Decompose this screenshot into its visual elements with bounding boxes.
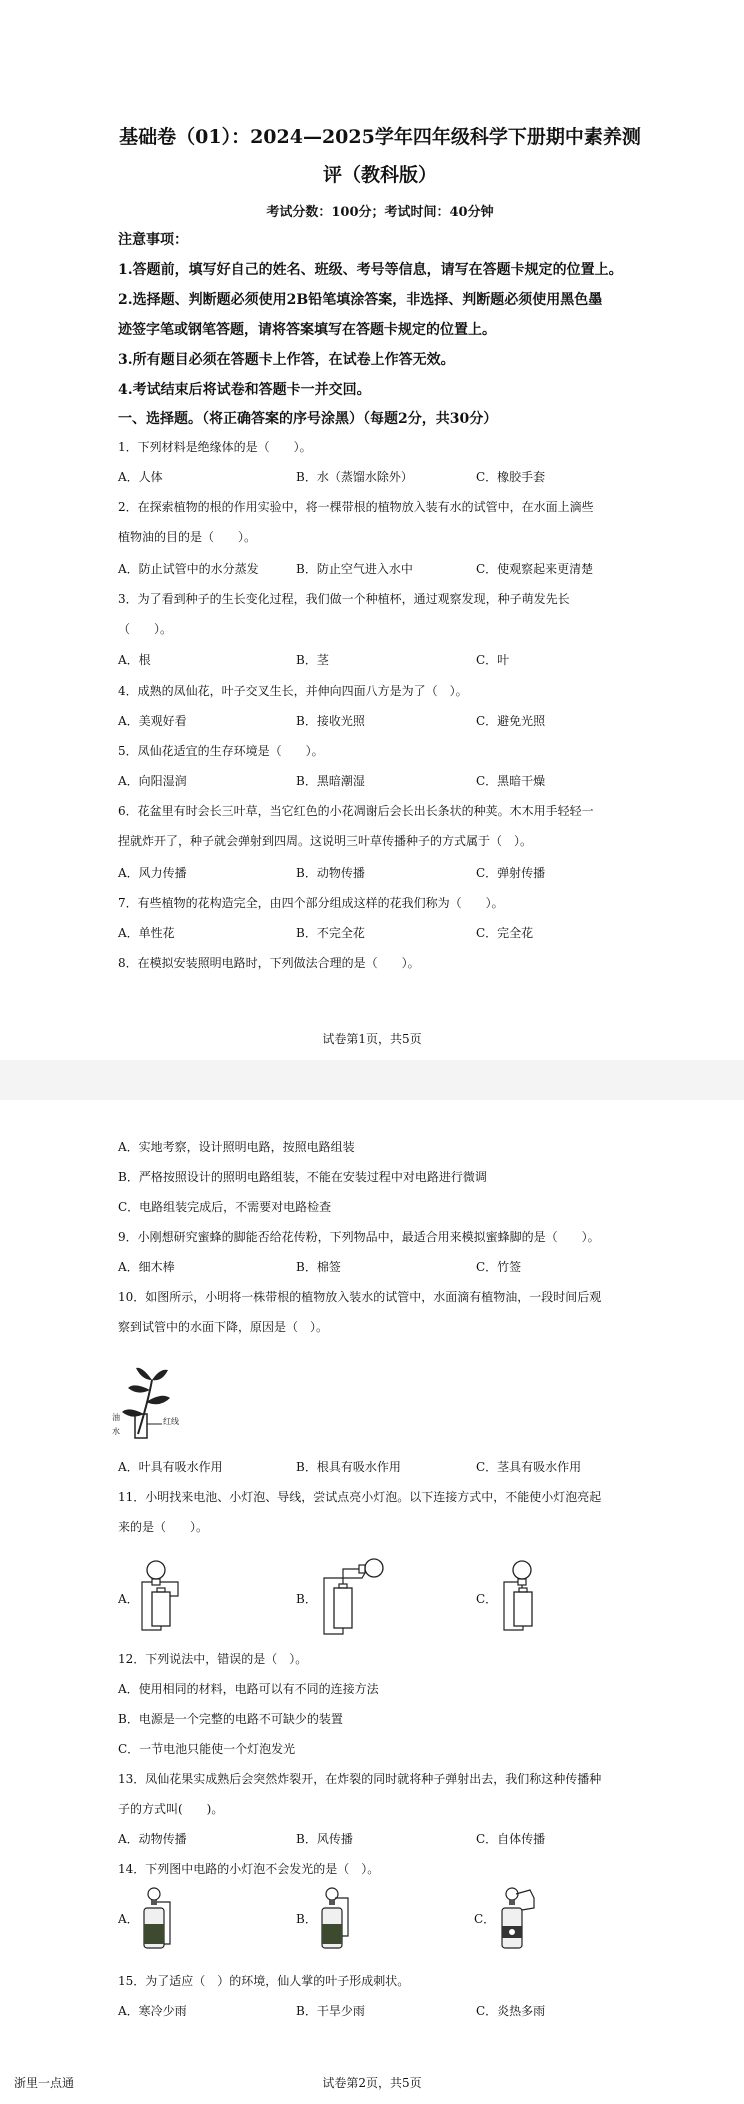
option-b: B． (296, 1592, 317, 1606)
question-stem: 9．小刚想研究蜜蜂的脚能否给花传粉，下列物品中，最适合用来模拟蜜蜂脚的是（ ）。 (118, 1230, 600, 1244)
option-a: A．实地考察，设计照明电路，按照电路组装 (118, 1140, 355, 1154)
option-b: B．根具有吸水作用 (296, 1460, 401, 1474)
notes-heading: 注意事项： (118, 232, 188, 248)
option-a: A．防止试管中的水分蒸发 (118, 562, 259, 576)
option-a: A．单性花 (118, 926, 175, 940)
option-c: C．使观察起来更清楚 (476, 562, 594, 576)
option-c: C．完全花 (476, 926, 534, 940)
option-a: A．根 (118, 653, 151, 667)
option-b: B．不完全花 (296, 926, 365, 940)
watermark-label: 浙里一点通 (14, 2076, 75, 2090)
option-row (118, 1830, 678, 1850)
option-c: C．炎热多雨 (476, 2004, 546, 2018)
option-b: B．风传播 (296, 1832, 353, 1846)
option-c: C．弹射传播 (476, 866, 546, 880)
option-c: C．自体传播 (476, 1832, 546, 1846)
option-a: A．寒冷少雨 (118, 2004, 187, 2018)
option-row (118, 1258, 678, 1278)
exam-page-2 (0, 1100, 744, 2104)
page-footer: 试卷第2页，共5页 (322, 2076, 422, 2090)
option-b: B．干旱少雨 (296, 2004, 365, 2018)
question-stem: 7．有些植物的花构造完全，由四个部分组成这样的花我们称为（ ）。 (118, 896, 504, 910)
option-a: A．细木棒 (118, 1260, 175, 1274)
note-item: 3.所有题目必须在答题卡上作答，在试卷上作答无效。 (118, 352, 455, 368)
note-item: 1.答题前，填写好自己的姓名、班级、考号等信息，请写在答题卡规定的位置上。 (118, 262, 623, 278)
option-a: A．向阳湿润 (118, 774, 187, 788)
option-a: A． (118, 1912, 139, 1926)
option-c: C．竹签 (476, 1260, 522, 1274)
page-footer: 试卷第1页，共5页 (322, 1032, 422, 1046)
option-c: C． (476, 1592, 498, 1606)
exam-info: 考试分数：100分；考试时间：40分钟 (266, 205, 494, 220)
battery-bulb-figure-a (136, 1884, 180, 1954)
option-row (118, 651, 678, 671)
exam-title-line2: 评（教科版） (322, 164, 437, 186)
option-b: B．防止空气进入水中 (296, 562, 413, 576)
battery-bulb-figure-c (492, 1884, 542, 1954)
question-stem: 子的方式叫( )。 (118, 1802, 224, 1816)
option-a: A．叶具有吸水作用 (118, 1460, 223, 1474)
question-stem: 15．为了适应（ ）的环境，仙人掌的叶子形成刺状。 (118, 1974, 410, 1988)
circuit-figure-c (492, 1558, 552, 1636)
question-stem: 5．凤仙花适宜的生存环境是（ ）。 (118, 744, 324, 758)
option-c: C．橡胶手套 (476, 470, 546, 484)
option-row (118, 864, 678, 884)
option-b: B．黑暗潮湿 (296, 774, 365, 788)
figure-label-oil: 油 (112, 1413, 120, 1422)
option-row (118, 560, 678, 580)
circuit-figure-b (314, 1556, 392, 1638)
option-row (118, 772, 678, 792)
option-b: B．接收光照 (296, 714, 365, 728)
option-c: C．叶 (476, 653, 510, 667)
option-row (118, 2002, 678, 2022)
option-row (118, 712, 678, 732)
battery-bulb-figure-b (314, 1884, 358, 1954)
question-stem: 来的是（ ）。 (118, 1520, 209, 1534)
question-stem: 14．下列图中电路的小灯泡不会发光的是（ ）。 (118, 1862, 380, 1876)
figure-label-water: 水 (112, 1427, 120, 1436)
note-item: 迹签字笔或钢笔答题，请将答案填写在答题卡规定的位置上。 (118, 322, 496, 338)
option-a: A．美观好看 (118, 714, 187, 728)
option-row (118, 1458, 678, 1478)
question-stem: 察到试管中的水面下降，原因是（ ）。 (118, 1320, 329, 1334)
question-stem: 4．成熟的凤仙花，叶子交叉生长，并伸向四面八方是为了（ ）。 (118, 684, 468, 698)
option-c: C． (474, 1912, 496, 1926)
option-a: A．风力传播 (118, 866, 187, 880)
question-stem: 2．在探索植物的根的作用实验中，将一棵带根的植物放入装有水的试管中，在水面上滴些 (118, 500, 594, 514)
question-stem: （ ）。 (118, 622, 173, 636)
figure-label-red-line: 红线 (163, 1417, 179, 1426)
option-b: B．水（蒸馏水除外） (296, 470, 413, 484)
option-row (118, 924, 678, 944)
question-stem: 6．花盆里有时会长三叶草，当它红色的小花凋谢后会长出长条状的种荚。木木用手轻轻一 (118, 804, 594, 818)
question-stem: 11．小明找来电池、小灯泡、导线，尝试点亮小灯泡。以下连接方式中，不能使小灯泡亮起 (118, 1490, 602, 1504)
option-b: B．动物传播 (296, 866, 365, 880)
question-stem: 10．如图所示，小明将一株带根的植物放入装水的试管中，水面滴有植物油，一段时间后观 (118, 1290, 602, 1304)
option-b: B． (296, 1912, 317, 1926)
option-c: C．茎具有吸水作用 (476, 1460, 582, 1474)
option-a: A．使用相同的材料，电路可以有不同的连接方法 (118, 1682, 379, 1696)
note-item: 4.考试结束后将试卷和答题卡一并交回。 (118, 382, 371, 398)
option-c: C．避免光照 (476, 714, 546, 728)
question-stem: 8．在模拟安装照明电路时，下列做法合理的是（ ）。 (118, 956, 420, 970)
question-stem: 3．为了看到种子的生长变化过程，我们做一个种植杯，通过观察发现，种子萌发先长 (118, 592, 570, 606)
option-b: B．严格按照设计的照明电路组装，不能在安装过程中对电路进行微调 (118, 1170, 487, 1184)
option-c: C．黑暗干燥 (476, 774, 546, 788)
option-a: A．人体 (118, 470, 163, 484)
note-item: 2.选择题、判断题必须使用2B铅笔填涂答案，非选择、判断题必须使用黑色墨 (118, 292, 603, 308)
plant-in-test-tube-figure (120, 1362, 200, 1440)
option-c: C．电路组装完成后，不需要对电路检查 (118, 1200, 332, 1214)
exam-title-line1: 基础卷（01）：2024—2025学年四年级科学下册期中素养测 (119, 126, 641, 148)
section-heading: 一、选择题。（将正确答案的序号涂黑）（每题2分，共30分） (118, 411, 498, 427)
option-a: A．动物传播 (118, 1832, 187, 1846)
option-b: B．电源是一个完整的电路不可缺少的装置 (118, 1712, 343, 1726)
circuit-figure-a (134, 1558, 188, 1636)
question-stem: 12．下列说法中，错误的是（ ）。 (118, 1652, 308, 1666)
question-stem: 植物油的目的是（ ）。 (118, 530, 257, 544)
option-c: C．一节电池只能使一个灯泡发光 (118, 1742, 296, 1756)
question-stem: 1．下列材料是绝缘体的是（ ）。 (118, 440, 312, 454)
option-b: B．茎 (296, 653, 329, 667)
question-stem: 捏就炸开了，种子就会弹射到四周。这说明三叶草传播种子的方式属于（ ）。 (118, 834, 533, 848)
question-stem: 13．凤仙花果实成熟后会突然炸裂开，在炸裂的同时就将种子弹射出去，我们称这种传播种 (118, 1772, 602, 1786)
option-b: B．棉签 (296, 1260, 341, 1274)
option-row (118, 468, 678, 488)
option-a: A． (118, 1592, 139, 1606)
